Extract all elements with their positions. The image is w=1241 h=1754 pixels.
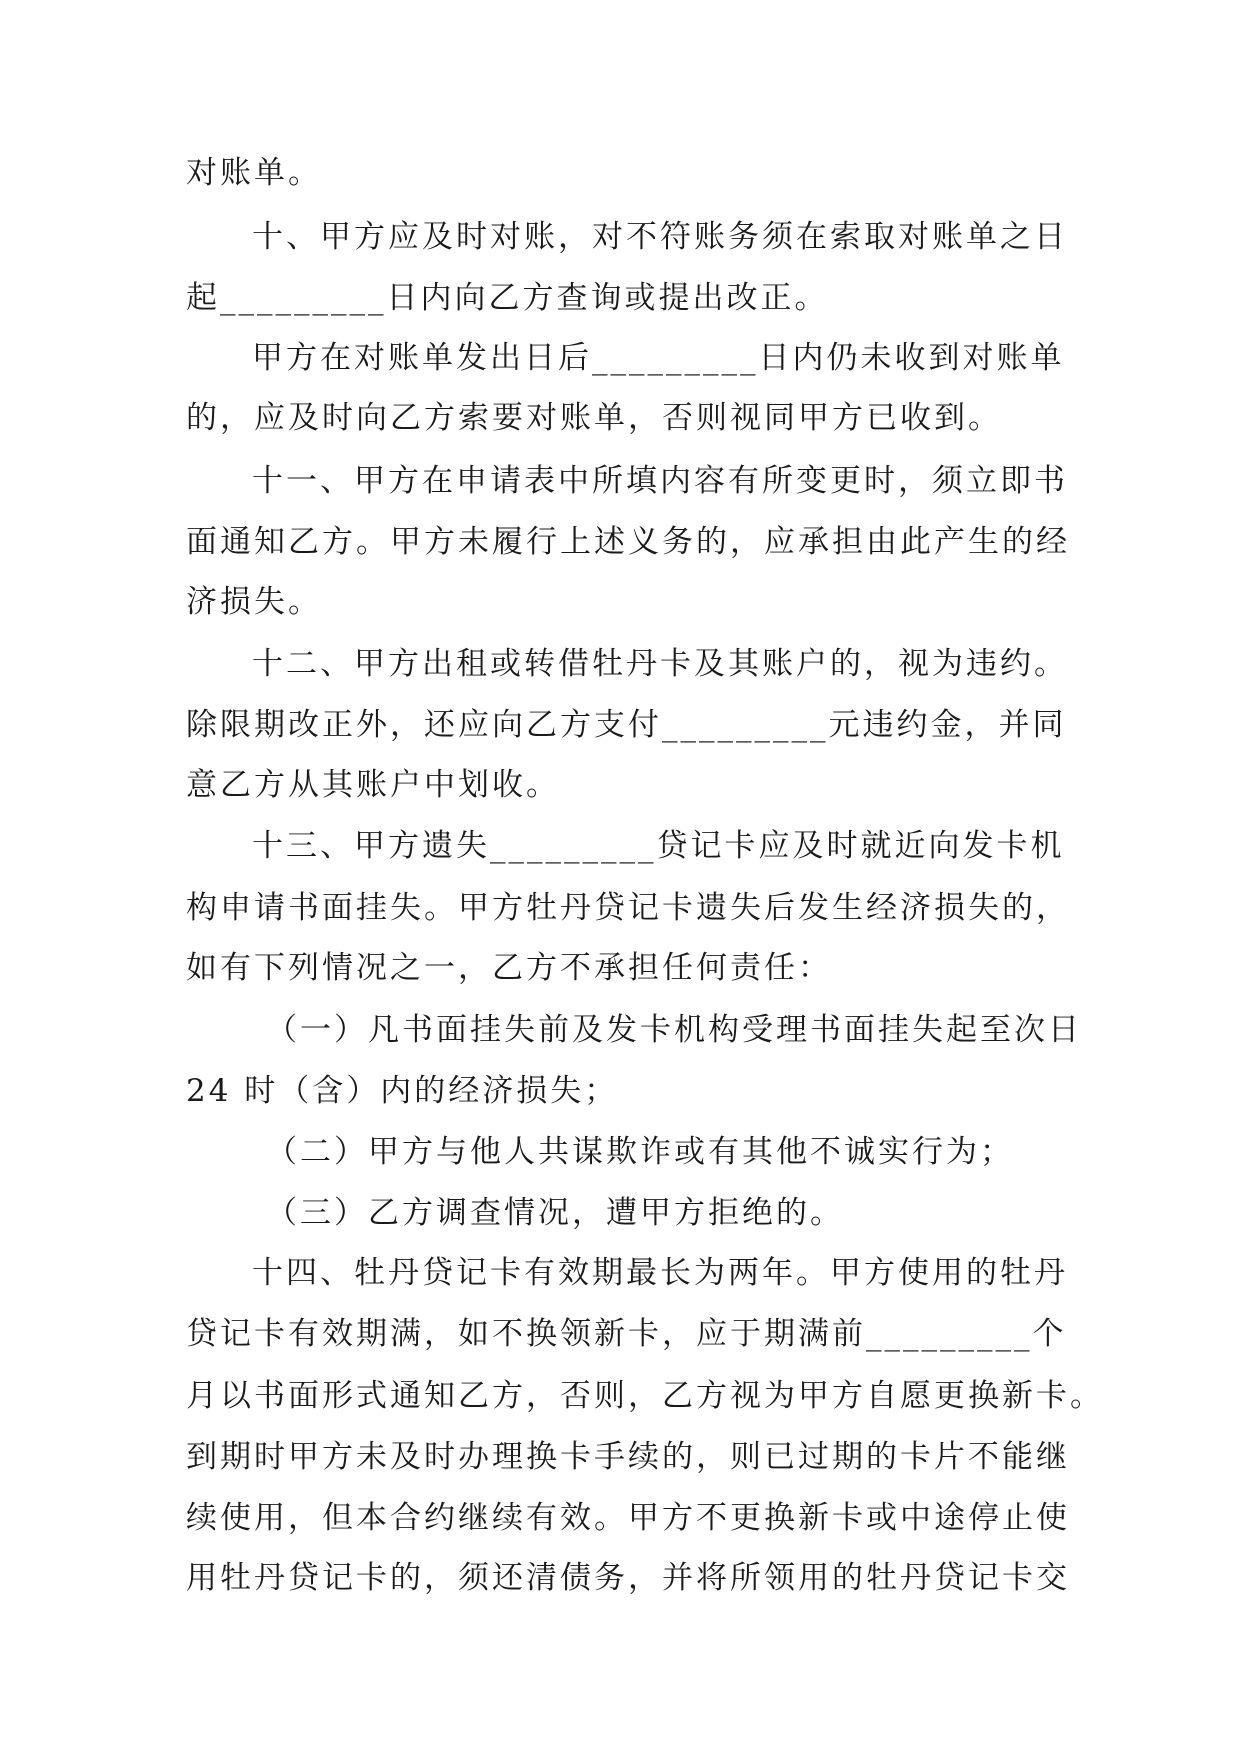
- text-line: 面通知乙方。甲方未履行上述义务的，应承担由此产生的经: [186, 524, 1070, 560]
- text-line: 十、甲方应及时对账，对不符账务须在索取对账单之日: [252, 219, 1068, 255]
- text-line: （一）凡书面挂失前及发卡机构受理书面挂失起至次日: [266, 1012, 1082, 1048]
- text-line: 十一、甲方在申请表中所填内容有所变更时，须立即书: [252, 463, 1068, 499]
- text-line: 24 时（含）内的经济损失；: [186, 1073, 619, 1109]
- text-line: 用牡丹贷记卡的，须还清债务，并将所领用的牡丹贷记卡交: [186, 1560, 1070, 1596]
- text-line: 除限期改正外，还应向乙方支付_________元违约金，并同: [186, 707, 1067, 743]
- text-line: 对账单。: [186, 155, 322, 191]
- text-line: 月以书面形式通知乙方，否则，乙方视为甲方自愿更换新卡。: [186, 1378, 1104, 1414]
- text-line: 续使用，但本合约继续有效。甲方不更换新卡或中途停止使: [186, 1500, 1070, 1536]
- text-line: （三）乙方调查情况，遭甲方拒绝的。: [266, 1195, 844, 1231]
- text-line: 起_________日内向乙方查询或提出改正。: [186, 280, 829, 316]
- text-line: 意乙方从其账户中划收。: [186, 767, 560, 803]
- text-line: 如有下列情况之一，乙方不承担任何责任：: [186, 950, 832, 986]
- text-line: 十四、牡丹贷记卡有效期最长为两年。甲方使用的牡丹: [252, 1255, 1068, 1291]
- text-line: 济损失。: [186, 584, 322, 620]
- text-line: 到期时甲方未及时办理换卡手续的，则已过期的卡片不能继: [186, 1439, 1070, 1475]
- text-line: 贷记卡有效期满，如不换领新卡，应于期满前_________个: [186, 1316, 1067, 1352]
- text-line: 十三、甲方遗失_________贷记卡应及时就近向发卡机: [252, 828, 1065, 864]
- text-line: 构申请书面挂失。甲方牡丹贷记卡遗失后发生经济损失的，: [186, 890, 1070, 926]
- text-line: （二）甲方与他人共谋欺诈或有其他不诚实行为；: [266, 1134, 1014, 1170]
- text-line: 十二、甲方出租或转借牡丹卡及其账户的，视为违约。: [252, 646, 1068, 682]
- text-line: 甲方在对账单发出日后_________日内仍未收到对账单: [252, 340, 1065, 376]
- text-line: 的，应及时向乙方索要对账单，否则视同甲方已收到。: [186, 400, 1002, 436]
